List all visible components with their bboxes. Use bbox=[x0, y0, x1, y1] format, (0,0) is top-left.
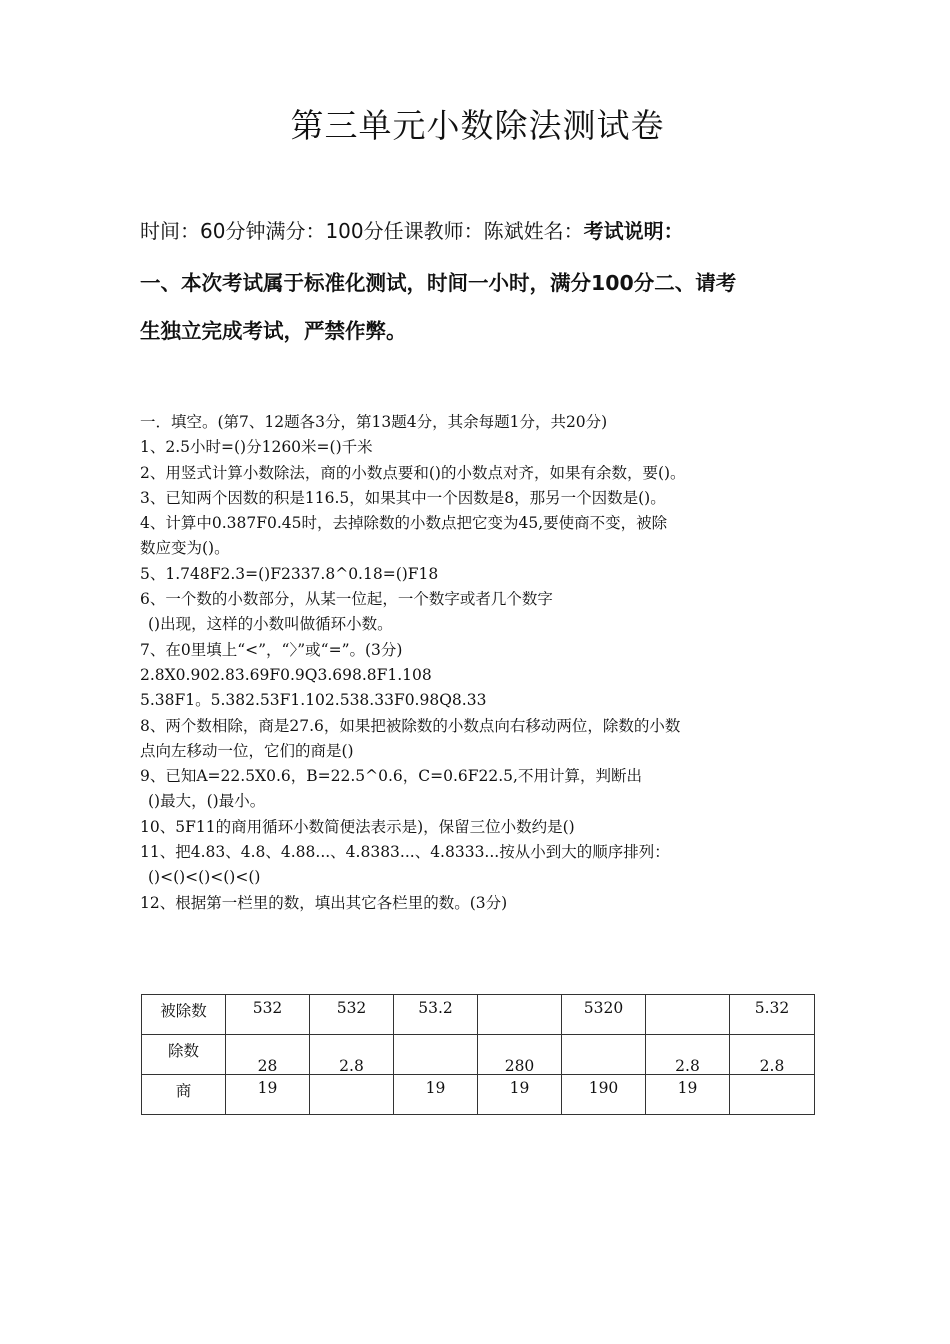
question-line: 10、5F11的商用循环小数简便法表示是)，保留三位小数约是() bbox=[140, 817, 575, 836]
table-cell bbox=[478, 995, 562, 1035]
row-header-cell: 商 bbox=[142, 1075, 226, 1115]
question-line: 11、把4.83、4.8、4.88...、4.8383...、4.8333...按从小到大的顺序排列： bbox=[140, 843, 670, 862]
table-cell: 5320 bbox=[562, 995, 646, 1035]
question-line: 9、已知A=22.5X0.6，B=22.5^0.6，C=0.6F22.5,不用计算，判断出 bbox=[140, 767, 642, 786]
question-line: 5、1.748F2.3=()F2337.8^0.18=()F18 bbox=[140, 564, 439, 583]
table-cell: 53.2 bbox=[394, 995, 478, 1035]
question-line: 8、两个数相除，商是27.6，如果把被除数的小数点向右移动两位，除数的小数 bbox=[140, 716, 681, 735]
table-cell bbox=[562, 1035, 646, 1075]
exam-info-text: 时间：60分钟满分：100分任课教师：陈斌姓名： bbox=[140, 219, 584, 243]
section-heading: 一．填空。(第7、12题各3分，第13题4分，其余每题1分，共20分) bbox=[140, 413, 608, 431]
exam-info bbox=[140, 215, 820, 244]
exam-notice-line-1: 一、本次考试属于标准化测试，时间一小时，满分100分二、请考 bbox=[140, 271, 737, 295]
question-line: ()最大，()最小。 bbox=[148, 792, 266, 811]
question-line: ()出现，这样的小数叫做循环小数。 bbox=[148, 615, 393, 634]
table-cell: 532 bbox=[226, 995, 310, 1035]
table-cell: 5.32 bbox=[730, 995, 815, 1035]
question-line: 3、已知两个因数的积是116.5，如果其中一个因数是8，那另一个因数是()。 bbox=[140, 488, 666, 507]
question-line: 6、一个数的小数部分，从某一位起，一个数字或者几个数字 bbox=[140, 590, 553, 609]
question-line: ()<()<()<()<() bbox=[148, 868, 261, 887]
question-list bbox=[140, 410, 830, 916]
table-cell: 19 bbox=[394, 1075, 478, 1115]
exam-notes-label: 考试说明： bbox=[583, 219, 684, 243]
question-line: 7、在0里填上“<”，“〉”或“=”。(3分) bbox=[140, 640, 403, 659]
question-line: 12、根据第一栏里的数，填出其它各栏里的数。(3分) bbox=[140, 893, 508, 912]
question-line: 2、用竖式计算小数除法，商的小数点要和()的小数点对齐，如果有余数，要()。 bbox=[140, 463, 686, 482]
page-title: 第三单元小数除法测试卷 bbox=[290, 106, 665, 145]
table-row-dividend bbox=[142, 995, 815, 1035]
table-cell: 280 bbox=[478, 1035, 562, 1075]
question-line: 2.8X0.902.83.69F0.9Q3.698.8F1.108 bbox=[140, 665, 432, 684]
table-cell: 28 bbox=[226, 1035, 310, 1075]
table-row-quotient bbox=[142, 1075, 815, 1115]
question-line: 4、计算中0.387F0.45时，去掉除数的小数点把它变为45,要使商不变，被除 bbox=[140, 514, 668, 533]
table-cell: 19 bbox=[478, 1075, 562, 1115]
table-cell bbox=[646, 995, 730, 1035]
question-line: 点向左移动一位，它们的商是() bbox=[140, 741, 354, 760]
row-header-cell: 除数 bbox=[142, 1035, 226, 1075]
table-cell bbox=[310, 1075, 394, 1115]
division-table bbox=[141, 994, 815, 1115]
question-line: 数应变为()。 bbox=[140, 539, 230, 558]
question-line: 5.38F1。5.382.53F1.102.538.33F0.98Q8.33 bbox=[140, 691, 487, 710]
table-cell bbox=[394, 1035, 478, 1075]
table-row-divisor bbox=[142, 1035, 815, 1075]
exam-notice-line-2: 生独立完成考试，严禁作弊。 bbox=[140, 319, 407, 343]
table-cell: 2.8 bbox=[310, 1035, 394, 1075]
table-cell: 2.8 bbox=[646, 1035, 730, 1075]
table-cell: 19 bbox=[226, 1075, 310, 1115]
table-cell: 532 bbox=[310, 995, 394, 1035]
table-cell: 190 bbox=[562, 1075, 646, 1115]
row-header-cell: 被除数 bbox=[142, 995, 226, 1035]
table-cell bbox=[730, 1075, 815, 1115]
question-line: 1、2.5小时=()分1260米=()千米 bbox=[140, 438, 373, 457]
table-cell: 19 bbox=[646, 1075, 730, 1115]
table-cell: 2.8 bbox=[730, 1035, 815, 1075]
